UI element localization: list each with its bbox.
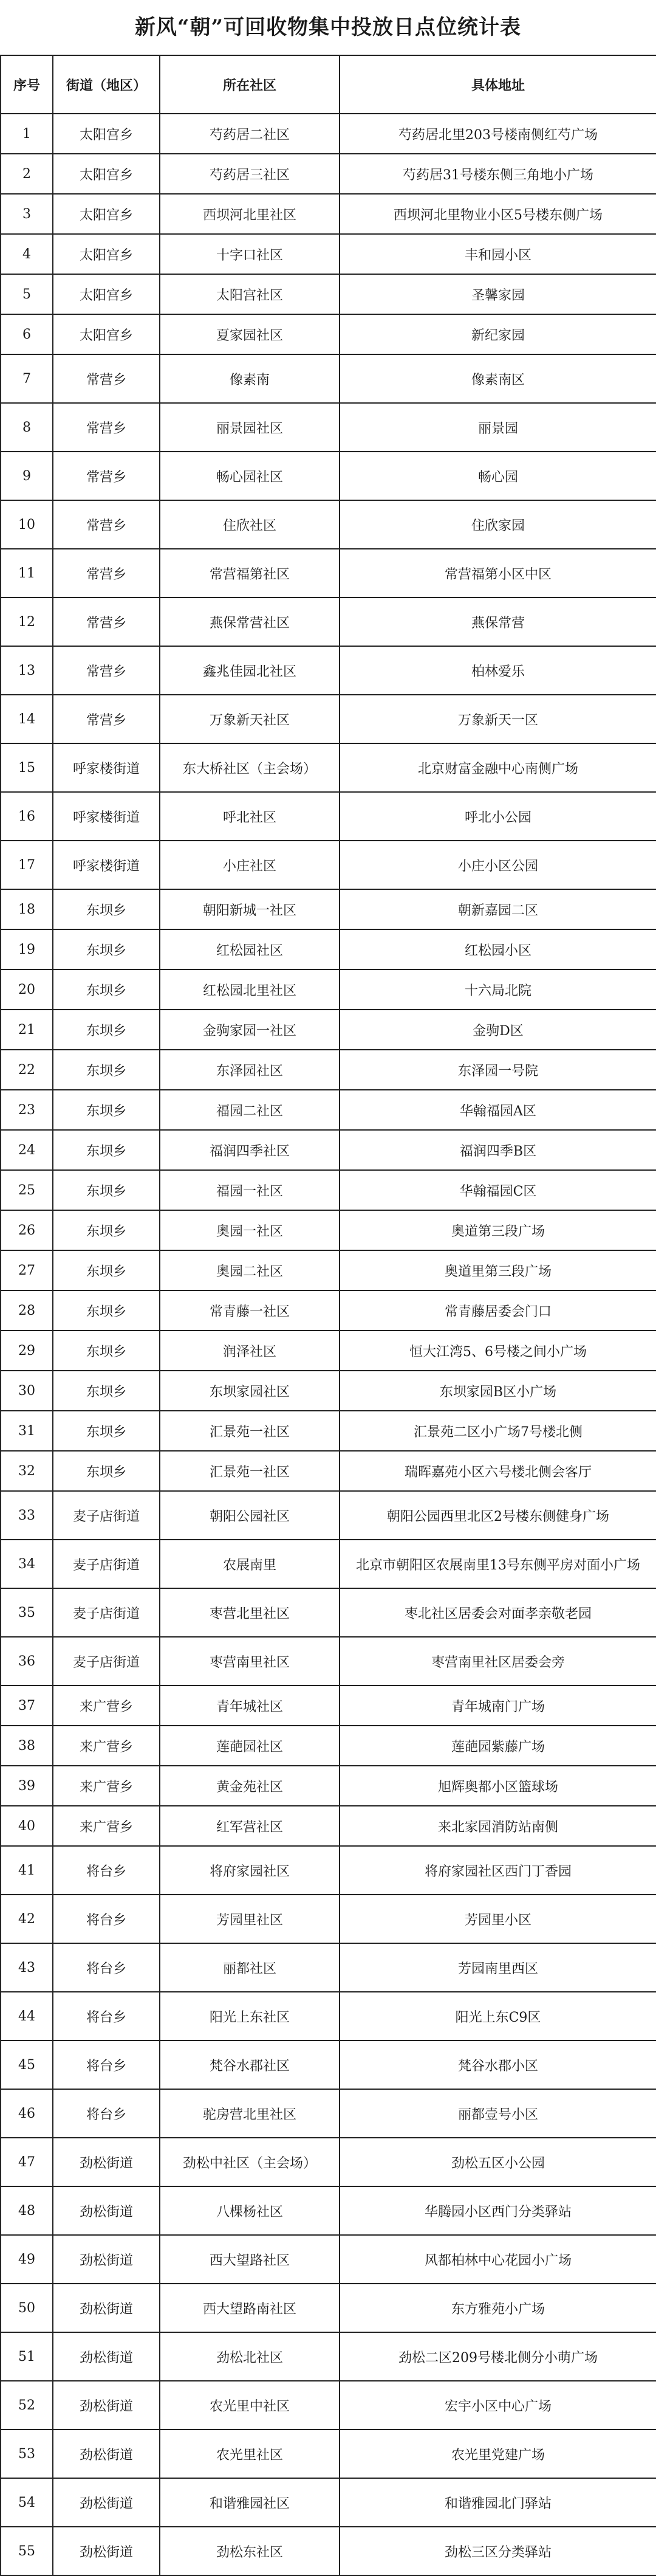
cell-address: 万象新天一区: [340, 695, 656, 743]
cell-index: 3: [1, 194, 53, 234]
table-row: [1, 500, 656, 549]
cell-index: 24: [1, 1130, 53, 1170]
table-row: [1, 2235, 656, 2284]
cell-address: 枣营南里社区居委会旁: [340, 1637, 656, 1686]
cell-street: 劲松街道: [53, 2430, 160, 2478]
cell-address: 圣馨家园: [340, 274, 656, 314]
cell-address: 来北家园消防站南侧: [340, 1806, 656, 1846]
cell-address: 奥道里第三段广场: [340, 1250, 656, 1290]
cell-index: 18: [1, 889, 53, 929]
cell-street: 常营乡: [53, 598, 160, 646]
cell-address: 福润四季B区: [340, 1130, 656, 1170]
cell-community: 像素南: [160, 354, 340, 403]
cell-community: 西坝河北里社区: [160, 194, 340, 234]
cell-address: 华翰福园A区: [340, 1090, 656, 1130]
cell-index: 53: [1, 2430, 53, 2478]
cell-community: 农光里中社区: [160, 2381, 340, 2430]
cell-index: 1: [1, 114, 53, 154]
table-row: [1, 1588, 656, 1637]
cell-community: 驼房营北里社区: [160, 2089, 340, 2138]
cell-street: 太阳宫乡: [53, 234, 160, 274]
table-header-row: [1, 55, 656, 114]
table-row: [1, 1170, 656, 1210]
cell-street: 劲松街道: [53, 2478, 160, 2527]
table-row: [1, 969, 656, 1010]
cell-address: 住欣家园: [340, 500, 656, 549]
cell-community: 丽都社区: [160, 1943, 340, 1992]
cell-address: 奥道第三段广场: [340, 1210, 656, 1250]
cell-index: 55: [1, 2527, 53, 2575]
cell-index: 13: [1, 646, 53, 695]
cell-community: 芳园里社区: [160, 1895, 340, 1943]
cell-index: 25: [1, 1170, 53, 1210]
cell-index: 49: [1, 2235, 53, 2284]
cell-address: 莲葩园紫藤广场: [340, 1726, 656, 1766]
cell-community: 梵谷水郡社区: [160, 2040, 340, 2089]
cell-street: 麦子店街道: [53, 1637, 160, 1686]
cell-street: 常营乡: [53, 354, 160, 403]
cell-street: 劲松街道: [53, 2138, 160, 2186]
cell-index: 48: [1, 2186, 53, 2235]
table-row: [1, 598, 656, 646]
cell-index: 33: [1, 1491, 53, 1540]
cell-address: 东方雅苑小广场: [340, 2284, 656, 2332]
cell-community: 农展南里: [160, 1540, 340, 1588]
cell-community: 红军营社区: [160, 1806, 340, 1846]
cell-community: 东坝家园社区: [160, 1371, 340, 1411]
cell-street: 东坝乡: [53, 1010, 160, 1050]
page-title: 新风“朝”可回收物集中投放日点位统计表: [134, 15, 522, 40]
cell-community: 朝阳公园社区: [160, 1491, 340, 1540]
cell-index: 7: [1, 354, 53, 403]
cell-address: 将府家园社区西门丁香园: [340, 1846, 656, 1895]
cell-street: 东坝乡: [53, 1130, 160, 1170]
cell-street: 常营乡: [53, 549, 160, 598]
cell-street: 来广营乡: [53, 1806, 160, 1846]
cell-street: 太阳宫乡: [53, 154, 160, 194]
cell-index: 30: [1, 1371, 53, 1411]
cell-index: 32: [1, 1451, 53, 1491]
cell-community: 丽景园社区: [160, 403, 340, 452]
cell-address: 华腾园小区西门分类驿站: [340, 2186, 656, 2235]
cell-address: 红松园小区: [340, 929, 656, 969]
cell-index: 35: [1, 1588, 53, 1637]
cell-address: 风都柏林中心花园小广场: [340, 2235, 656, 2284]
cell-street: 来广营乡: [53, 1686, 160, 1726]
cell-address: 金驹D区: [340, 1010, 656, 1050]
cell-street: 将台乡: [53, 1846, 160, 1895]
table-row: [1, 1992, 656, 2040]
cell-index: 14: [1, 695, 53, 743]
cell-index: 46: [1, 2089, 53, 2138]
table-row: [1, 1766, 656, 1806]
cell-address: 朝阳公园西里北区2号楼东侧健身广场: [340, 1491, 656, 1540]
cell-address: 旭辉奥都小区篮球场: [340, 1766, 656, 1806]
cell-street: 劲松街道: [53, 2332, 160, 2381]
cell-index: 44: [1, 1992, 53, 2040]
cell-community: 西大望路社区: [160, 2235, 340, 2284]
cell-street: 东坝乡: [53, 1290, 160, 1331]
table-row: [1, 2284, 656, 2332]
cell-community: 将府家园社区: [160, 1846, 340, 1895]
cell-address: 丽都壹号小区: [340, 2089, 656, 2138]
cell-address: 汇景苑二区小广场7号楼北侧: [340, 1411, 656, 1451]
table-row: [1, 2527, 656, 2575]
table-row: [1, 1250, 656, 1290]
cell-community: 劲松中社区（主会场）: [160, 2138, 340, 2186]
cell-community: 东大桥社区（主会场）: [160, 743, 340, 792]
header-index: 序号: [1, 55, 53, 114]
cell-index: 43: [1, 1943, 53, 1992]
cell-street: 东坝乡: [53, 1090, 160, 1130]
cell-index: 45: [1, 2040, 53, 2089]
table-body: [1, 114, 656, 2575]
cell-street: 东坝乡: [53, 1451, 160, 1491]
table-row: [1, 1637, 656, 1686]
cell-index: 20: [1, 969, 53, 1010]
table-row: [1, 929, 656, 969]
cell-street: 劲松街道: [53, 2235, 160, 2284]
cell-street: 将台乡: [53, 2089, 160, 2138]
table-row: [1, 549, 656, 598]
table-row: [1, 314, 656, 354]
table-row: [1, 841, 656, 889]
table-row: [1, 234, 656, 274]
cell-address: 东坝家园B区小广场: [340, 1371, 656, 1411]
cell-community: 住欣社区: [160, 500, 340, 549]
table-row: [1, 1210, 656, 1250]
cell-index: 8: [1, 403, 53, 452]
cell-community: 芍药居三社区: [160, 154, 340, 194]
header-street: 街道（地区）: [53, 55, 160, 114]
cell-street: 将台乡: [53, 1895, 160, 1943]
cell-address: 北京财富金融中心南侧广场: [340, 743, 656, 792]
cell-community: 金驹家园一社区: [160, 1010, 340, 1050]
cell-street: 将台乡: [53, 1992, 160, 2040]
cell-street: 麦子店街道: [53, 1588, 160, 1637]
cell-index: 36: [1, 1637, 53, 1686]
cell-address: 朝新嘉园二区: [340, 889, 656, 929]
cell-index: 51: [1, 2332, 53, 2381]
cell-community: 福园二社区: [160, 1090, 340, 1130]
cell-street: 东坝乡: [53, 1050, 160, 1090]
cell-address: 柏林爱乐: [340, 646, 656, 695]
cell-address: 小庄小区公园: [340, 841, 656, 889]
table-row: [1, 792, 656, 841]
cell-index: 47: [1, 2138, 53, 2186]
cell-community: 八棵杨社区: [160, 2186, 340, 2235]
table-row: [1, 1090, 656, 1130]
table-row: [1, 1726, 656, 1766]
cell-community: 常营福第社区: [160, 549, 340, 598]
cell-index: 9: [1, 452, 53, 500]
cell-community: 润泽社区: [160, 1331, 340, 1371]
cell-address: 常营福第小区中区: [340, 549, 656, 598]
cell-street: 太阳宫乡: [53, 314, 160, 354]
header-community: 所在社区: [160, 55, 340, 114]
cell-index: 40: [1, 1806, 53, 1846]
cell-address: 呼北小公园: [340, 792, 656, 841]
cell-address: 芍药居北里203号楼南侧红芍广场: [340, 114, 656, 154]
cell-address: 畅心园: [340, 452, 656, 500]
cell-index: 38: [1, 1726, 53, 1766]
cell-community: 呼北社区: [160, 792, 340, 841]
cell-street: 麦子店街道: [53, 1491, 160, 1540]
cell-street: 东坝乡: [53, 1170, 160, 1210]
cell-address: 十六局北院: [340, 969, 656, 1010]
cell-street: 常营乡: [53, 452, 160, 500]
cell-index: 11: [1, 549, 53, 598]
cell-address: 新纪家园: [340, 314, 656, 354]
table-row: [1, 2089, 656, 2138]
cell-index: 10: [1, 500, 53, 549]
cell-index: 37: [1, 1686, 53, 1726]
cell-index: 19: [1, 929, 53, 969]
cell-community: 奥园二社区: [160, 1250, 340, 1290]
table-row: [1, 403, 656, 452]
cell-address: 燕保常营: [340, 598, 656, 646]
cell-community: 劲松北社区: [160, 2332, 340, 2381]
table-row: [1, 2430, 656, 2478]
cell-community: 红松园北里社区: [160, 969, 340, 1010]
cell-index: 26: [1, 1210, 53, 1250]
table-row: [1, 1290, 656, 1331]
cell-street: 东坝乡: [53, 1331, 160, 1371]
table-row: [1, 646, 656, 695]
table-row: [1, 1331, 656, 1371]
cell-address: 劲松三区分类驿站: [340, 2527, 656, 2575]
cell-street: 东坝乡: [53, 929, 160, 969]
table-row: [1, 1895, 656, 1943]
cell-community: 夏家园社区: [160, 314, 340, 354]
table-row: [1, 1846, 656, 1895]
cell-address: 芳园南里西区: [340, 1943, 656, 1992]
cell-community: 燕保常营社区: [160, 598, 340, 646]
cell-index: 39: [1, 1766, 53, 1806]
table-row: [1, 1540, 656, 1588]
cell-street: 将台乡: [53, 2040, 160, 2089]
cell-community: 常青藤一社区: [160, 1290, 340, 1331]
table-row: [1, 1130, 656, 1170]
cell-street: 呼家楼街道: [53, 792, 160, 841]
table-row: [1, 194, 656, 234]
cell-community: 畅心园社区: [160, 452, 340, 500]
cell-index: 22: [1, 1050, 53, 1090]
cell-street: 太阳宫乡: [53, 114, 160, 154]
cell-street: 东坝乡: [53, 889, 160, 929]
cell-community: 枣营南里社区: [160, 1637, 340, 1686]
table-row: [1, 1050, 656, 1090]
table-row: [1, 1686, 656, 1726]
cell-community: 东泽园社区: [160, 1050, 340, 1090]
cell-community: 汇景苑一社区: [160, 1411, 340, 1451]
cell-street: 劲松街道: [53, 2284, 160, 2332]
cell-address: 丽景园: [340, 403, 656, 452]
table-row: [1, 2478, 656, 2527]
cell-community: 青年城社区: [160, 1686, 340, 1726]
cell-street: 呼家楼街道: [53, 743, 160, 792]
cell-street: 劲松街道: [53, 2186, 160, 2235]
table-row: [1, 354, 656, 403]
cell-address: 恒大江湾5、6号楼之间小广场: [340, 1331, 656, 1371]
table-row: [1, 2138, 656, 2186]
cell-street: 劲松街道: [53, 2527, 160, 2575]
cell-community: 黄金苑社区: [160, 1766, 340, 1806]
cell-index: 17: [1, 841, 53, 889]
cell-street: 来广营乡: [53, 1726, 160, 1766]
cell-index: 54: [1, 2478, 53, 2527]
cell-street: 麦子店街道: [53, 1540, 160, 1588]
table-row: [1, 1411, 656, 1451]
cell-street: 来广营乡: [53, 1766, 160, 1806]
cell-community: 莲葩园社区: [160, 1726, 340, 1766]
table-row: [1, 1010, 656, 1050]
table-row: [1, 743, 656, 792]
cell-street: 常营乡: [53, 500, 160, 549]
cell-community: 十字口社区: [160, 234, 340, 274]
cell-community: 枣营北里社区: [160, 1588, 340, 1637]
cell-index: 28: [1, 1290, 53, 1331]
cell-community: 红松园社区: [160, 929, 340, 969]
cell-street: 太阳宫乡: [53, 194, 160, 234]
cell-street: 将台乡: [53, 1943, 160, 1992]
table-row: [1, 1806, 656, 1846]
cell-street: 常营乡: [53, 646, 160, 695]
cell-street: 东坝乡: [53, 1371, 160, 1411]
cell-address: 芍药居31号楼东侧三角地小广场: [340, 154, 656, 194]
cell-index: 21: [1, 1010, 53, 1050]
cell-index: 5: [1, 274, 53, 314]
cell-index: 41: [1, 1846, 53, 1895]
cell-index: 12: [1, 598, 53, 646]
table-row: [1, 114, 656, 154]
table-row: [1, 1943, 656, 1992]
cell-index: 16: [1, 792, 53, 841]
cell-address: 劲松二区209号楼北侧分小萌广场: [340, 2332, 656, 2381]
table-row: [1, 1371, 656, 1411]
cell-street: 劲松街道: [53, 2381, 160, 2430]
table-row: [1, 452, 656, 500]
cell-community: 芍药居二社区: [160, 114, 340, 154]
cell-index: 29: [1, 1331, 53, 1371]
cell-index: 6: [1, 314, 53, 354]
cell-index: 27: [1, 1250, 53, 1290]
cell-community: 阳光上东社区: [160, 1992, 340, 2040]
header-address: 具体地址: [340, 55, 656, 114]
table-row: [1, 2332, 656, 2381]
cell-address: 瑞晖嘉苑小区六号楼北侧会客厅: [340, 1451, 656, 1491]
cell-street: 太阳宫乡: [53, 274, 160, 314]
cell-address: 东泽园一号院: [340, 1050, 656, 1090]
cell-index: 15: [1, 743, 53, 792]
cell-community: 福园一社区: [160, 1170, 340, 1210]
cell-street: 东坝乡: [53, 969, 160, 1010]
cell-street: 东坝乡: [53, 1411, 160, 1451]
cell-address: 北京市朝阳区农展南里13号东侧平房对面小广场: [340, 1540, 656, 1588]
cell-community: 万象新天社区: [160, 695, 340, 743]
table-row: [1, 2381, 656, 2430]
cell-address: 常青藤居委会门口: [340, 1290, 656, 1331]
cell-address: 阳光上东C9区: [340, 1992, 656, 2040]
cell-index: 23: [1, 1090, 53, 1130]
cell-index: 4: [1, 234, 53, 274]
cell-index: 31: [1, 1411, 53, 1451]
cell-street: 常营乡: [53, 403, 160, 452]
cell-street: 常营乡: [53, 695, 160, 743]
cell-community: 鑫兆佳园北社区: [160, 646, 340, 695]
table-row: [1, 154, 656, 194]
cell-index: 34: [1, 1540, 53, 1588]
table-row: [1, 1451, 656, 1491]
cell-index: 50: [1, 2284, 53, 2332]
collection-points-table: [0, 55, 656, 2576]
table-row: [1, 2186, 656, 2235]
table-row: [1, 274, 656, 314]
cell-community: 农光里社区: [160, 2430, 340, 2478]
cell-street: 东坝乡: [53, 1250, 160, 1290]
cell-index: 2: [1, 154, 53, 194]
cell-address: 梵谷水郡小区: [340, 2040, 656, 2089]
table-row: [1, 1491, 656, 1540]
cell-community: 太阳宫社区: [160, 274, 340, 314]
cell-community: 西大望路南社区: [160, 2284, 340, 2332]
cell-address: 华翰福园C区: [340, 1170, 656, 1210]
cell-street: 呼家楼街道: [53, 841, 160, 889]
cell-address: 西坝河北里物业小区5号楼东侧广场: [340, 194, 656, 234]
cell-community: 劲松东社区: [160, 2527, 340, 2575]
cell-street: 东坝乡: [53, 1210, 160, 1250]
cell-index: 42: [1, 1895, 53, 1943]
table-row: [1, 889, 656, 929]
cell-address: 芳园里小区: [340, 1895, 656, 1943]
table-row: [1, 2040, 656, 2089]
cell-address: 农光里党建广场: [340, 2430, 656, 2478]
cell-address: 丰和园小区: [340, 234, 656, 274]
cell-address: 宏宇小区中心广场: [340, 2381, 656, 2430]
cell-community: 小庄社区: [160, 841, 340, 889]
table-row: [1, 695, 656, 743]
cell-address: 和谐雅园北门驿站: [340, 2478, 656, 2527]
cell-index: 52: [1, 2381, 53, 2430]
cell-address: 枣北社区居委会对面孝亲敬老园: [340, 1588, 656, 1637]
cell-community: 福润四季社区: [160, 1130, 340, 1170]
cell-address: 像素南区: [340, 354, 656, 403]
cell-community: 朝阳新城一社区: [160, 889, 340, 929]
cell-community: 汇景苑一社区: [160, 1451, 340, 1491]
cell-community: 和谐雅园社区: [160, 2478, 340, 2527]
cell-community: 奥园一社区: [160, 1210, 340, 1250]
cell-address: 青年城南门广场: [340, 1686, 656, 1726]
cell-address: 劲松五区小公园: [340, 2138, 656, 2186]
